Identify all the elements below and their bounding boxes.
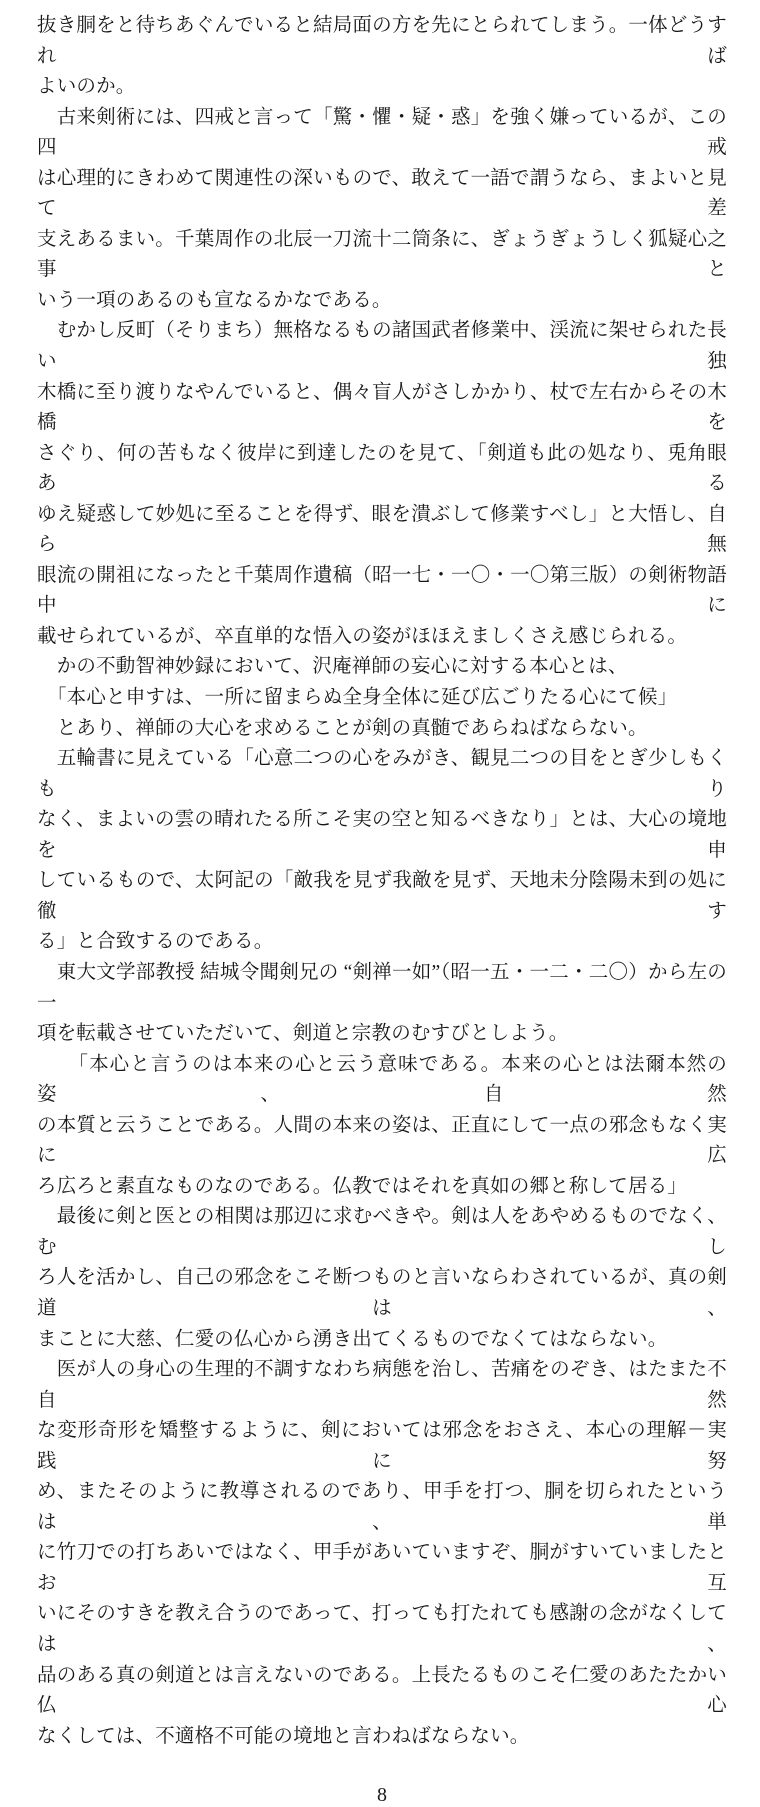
text-line: 項を転載させていただいて、剣道と宗教のむすびとしよう。 <box>37 1023 569 1045</box>
text-line: ろ広ろと素直なものなのである。仏教ではそれを真如の郷と称して居る」 <box>37 1175 688 1197</box>
page-body <box>37 11 727 1752</box>
text-line: 眼流の開祖になったと千葉周作遺稿（昭一七・一〇・一〇第三版）の剣術物語中に <box>37 564 727 617</box>
text-line: かの不動智神妙録において、沢庵禅師の妄心に対する本心とは、 <box>37 656 628 678</box>
text-line: 最後に剣と医との相関は那辺に求むべきや。剣は人をあやめるものでなく、むし <box>37 1206 727 1258</box>
text-line: の本質と云うことである。人間の本来の姿は、正直にして一点の邪念もなく実に広 <box>37 1114 727 1167</box>
text-line: 支えあるまい。千葉周作の北辰一刀流十二筒条に、ぎょうぎょうしく狐疑心之事と <box>37 228 727 281</box>
text-line: 品のある真の剣道とは言えないのである。上長たるものこそ仁愛のあたたかい仏心 <box>37 1664 727 1717</box>
text-line: 東大文学部教授 結城令聞剣兄の “剣禅一如”（昭一五・一二・二〇）から左の一 <box>37 961 727 1014</box>
text-line: 五輪書に見えている「心意二つの心をみがき、観見二つの目をとぎ少しもくもり <box>37 748 727 800</box>
page-number: 8 <box>377 1784 387 1807</box>
text-line: 医が人の身心の生理的不調すなわち病態を治し、苦痛をのぞき、はたまた不自然 <box>37 1359 727 1411</box>
text-line: る」と合致するのである。 <box>37 931 274 953</box>
text-line: とあり、禅師の大心を求めることが剣の真髄であらねばならない。 <box>37 717 648 739</box>
text-line: 抜き胴をと待ちあぐんでいると結局面の方を先にとられてしまう。一体どうすれば <box>37 15 727 67</box>
text-line: 木橋に至り渡りなやんでいると、偶々盲人がさしかかり、杖で左右からその木橋を <box>37 381 727 434</box>
text-line: め、またそのように教導されるのであり、甲手を打つ、胴を切られたというは、単 <box>37 1481 727 1533</box>
text-line: ろ人を活かし、自己の邪念をこそ断つものと言いならわされているが、真の剣道は、 <box>37 1267 727 1319</box>
text-line: しているもので、太阿記の「敵我を見ず我敵を見ず、天地未分陰陽未到の処に徹す <box>37 870 727 922</box>
text-line: いう一項のあるのも宣なるかなである。 <box>37 289 392 311</box>
text-line: 古来剣術には、四戒と言って「驚・懼・疑・惑」を強く嫌っているが、この四戒 <box>37 106 727 159</box>
text-line: は心理的にきわめて関連性の深いもので、敢えて一語で謂うなら、まよいと見て差 <box>37 167 727 220</box>
text-line: むかし反町（そりまち）無格なるもの諸国武者修業中、渓流に架せられた長い独 <box>37 320 727 373</box>
text-line: ゆえ疑惑して妙処に至ることを得ず、眼を潰ぶして修業すべし」と大悟し、自ら無 <box>37 503 727 556</box>
text-line: 「本心と申すは、一所に留まらぬ全身全体に延び広ごりたる心にて候」 <box>37 687 678 709</box>
text-line: さぐり、何の苦もなく彼岸に到達したのを見て、「剣道も此の処なり、兎角眼ある <box>37 442 727 495</box>
text-line: に竹刀での打ちあいではなく、甲手があいていますぞ、胴がすいていましたとお互 <box>37 1542 727 1594</box>
text-line: 「本心と言うのは本来の心と云う意味である。本来の心とは法爾本然の姿、自然 <box>37 1053 727 1106</box>
text-line: なくしては、不適格不可能の境地と言わねばならない。 <box>37 1725 530 1747</box>
text-line: なく、まよいの雲の晴れたる所こそ実の空と知るべきなり」とは、大心の境地を申 <box>37 809 727 861</box>
text-line: な変形奇形を矯整するように、剣においては邪念をおさえ、本心の理解－実践に努 <box>37 1420 727 1472</box>
text-line: いにそのすきを教え合うのであって、打っても打たれても感謝の念がなくしては、 <box>37 1603 727 1655</box>
text-line: 載せられているが、卒直単的な悟入の姿がほほえましくさえ感じられる。 <box>37 625 688 647</box>
page-footer <box>37 1783 727 1807</box>
text-line: よいのか。 <box>37 76 136 98</box>
text-line: まことに大慈、仁愛の仏心から湧き出てくるものでなくてはならない。 <box>37 1328 668 1350</box>
